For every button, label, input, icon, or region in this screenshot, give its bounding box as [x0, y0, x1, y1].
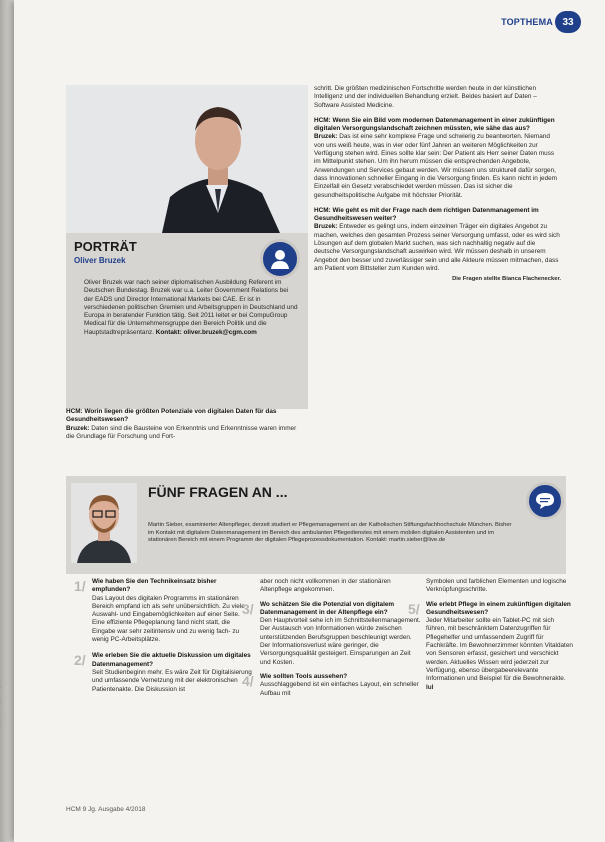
question-number: 3/ — [242, 600, 254, 617]
question-number: 2/ — [74, 652, 86, 669]
right-answer-3-text: Entweder es gelingt uns, indem einzelnen Träger ein digitales Angebot zu machen, welches den gesamten Prozess seiner Versorgung umfasst, oder es wird sich Lösungen auf dem globalen Markt suchen, was sich nachhaltig negativ auf die deutsche Versorgungslandschaft auswirken wird. Wir müssen deshalb in unserem Angebot den besser und zuverlässiger sein und alle Akteure müssen mitmachen, dass am Patient vom Bittsteller zum Kunden wird. — [314, 223, 560, 272]
person-icon-glyph — [269, 248, 291, 270]
question-block-2 — [74, 652, 254, 693]
question-block-1 — [74, 578, 254, 644]
portrait-contact: Kontakt: oliver.bruzek@cgm.com — [155, 328, 257, 336]
photo-credit — [0, 669, 1, 740]
page-footer: HCM 9 Jg. Ausgabe 4/2018 — [66, 806, 146, 813]
five-questions-heading: FÜNF FRAGEN AN ... — [148, 484, 288, 500]
right-question-3: HCM: Wie geht es mit der Frage nach dem richtigen Datenmanagement im Gesundheitswesen weiter? — [314, 206, 539, 223]
portrait-bio — [84, 279, 298, 337]
questions-column-2 — [242, 578, 422, 703]
question-block-5 — [408, 600, 574, 692]
answer-text: Ausschlaggebend ist ein einfaches Layout, ein schneller Aufbau mit — [260, 681, 419, 697]
five-questions-box — [66, 476, 566, 574]
question-number: 5/ — [408, 600, 420, 617]
answer-text-body: Jeder Mitarbeiter sollte ein Tablet-PC mit sich führen, mit beschränktem Datenzugriffen für Pflegehelfer und umfassendem Zugriff für Fachkräfte. Im Bewohnerzimmer könnten Vitaldaten von Sensoren erfasst, gesichert und verschickt werden. Aktuelles Wissen wird jederzeit zur Verfügung, ebenso übergabeerelevante Informationen und Beispiel für die Bewohnerakte. — [426, 617, 573, 683]
question-text: Wie haben Sie den Technikeinsatz bisher empfunden? — [92, 578, 217, 594]
answer-text: Seit Studienbeginn mehr. Es wäre Zeit für Digitalisierung und umfassende Vernetzung mit der elektronischen Patientenakte. Die Diskussion ist — [92, 668, 252, 693]
answer-text: Das Layout des digitalen Programms im stationären Bereich empfand ich als sehr unübersichtlich. Zu viele Auswahl- und Eingabemöglichkeiten auf einer Seite. Eine effiziente Pflegeplanung fand nicht statt, die Eingabe war sehr zeitintensiv und zu wenig fach- zu wenig PC-Arbeitsplätze. — [92, 594, 245, 644]
portrait-bio-text: Oliver Bruzek war nach seiner diplomatischen Ausbildung Referent im Deutschen Bundestag. Bruzek war u.a. Leiter Government Relations bei der EADS und Director International Markets bei CAE. Er ist in verschiedenen politischen Gremien und Arbeitsgruppen in Deutschland und Europa in beratender Funktion tätig. Seit 2011 leitet er bei CompuGroup Medical für die Unternehmensgruppe den Bereich Politik und die Hauptstadtrepräsentanz. — [84, 279, 298, 336]
portrait-heading: PORTRÄT — [74, 239, 137, 254]
question-text: Wie erleben Sie die aktuelle Diskussion um digitales Datenmanagement? — [92, 652, 251, 668]
right-answer-3-lead: Bruzek: — [314, 223, 338, 231]
right-question-2: HCM: Wenn Sie ein Bild vom modernen Datenmanagement in einer zukünftigen digitalen Versorgungslandschaft zeichnen müssten, wie sähe das aus? — [314, 116, 555, 133]
speech-bubble-glyph — [534, 491, 556, 511]
portrait-photo — [66, 85, 308, 233]
left-answer — [66, 425, 306, 442]
question-number: 1/ — [74, 578, 86, 594]
right-answer-2 — [314, 133, 561, 199]
speech-bubble-icon — [526, 482, 564, 520]
answer-continuation — [426, 578, 574, 595]
interviewee-photo-illustration — [71, 483, 137, 563]
portrait-photo-illustration — [66, 85, 308, 233]
answer-continuation — [260, 578, 422, 595]
right-answer-2-lead: Bruzek: — [314, 133, 338, 141]
person-icon — [260, 239, 300, 279]
right-column — [314, 85, 561, 284]
question-block-3 — [242, 600, 422, 667]
answer-text: aber noch nicht vollkommen in der stationären Altenpflege angekommen. — [260, 578, 391, 594]
magazine-page — [14, 0, 605, 842]
right-paragraph-1: schritt. Die größten medizinischen Fortschritte werden heute in der künstlichen Intelligenz und der individuellen Behandlung erzielt. Beides basiert auf Daten – Software Assisted Medicine. — [314, 85, 537, 109]
left-answer-lead: Bruzek: — [66, 425, 90, 432]
five-questions-intro: Martin Sieber, examinierter Altenpfleger, derzeit studiert er Pflegemanagement an der Katholischen Stiftungsfachhochschule München. Bisher im Kontakt mit digitalem Datenmanagement im Bereich des ambulanten Pflegedienstes mit einem mobilen digitalen Assistenten und im stationären Bereich mit einem Programm der digitalen Pflegeprozessdokumentation. Kontakt: martin.sieber@live.de — [148, 522, 512, 544]
interview-credit: Die Fragen stellte Bianca Flachenecker. — [452, 276, 561, 283]
interviewee-photo — [71, 483, 137, 563]
portrait-name: Oliver Bruzek — [74, 256, 126, 265]
answer-text — [426, 617, 574, 692]
page-number-badge: 33 — [555, 11, 581, 33]
right-answer-3 — [314, 223, 561, 273]
end-mark: lul — [426, 683, 434, 691]
questions-column-3 — [408, 578, 574, 697]
question-text: Wie erlebt Pflege in einem zukünftigen digitalen Gesundheitswesen? — [426, 600, 571, 616]
question-text: Wie sollten Tools aussehen? — [260, 672, 348, 680]
question-text: Wo schätzen Sie die Potenzial von digitalem Datenmanagement in der Altenpflege ein? — [260, 600, 395, 616]
left-answer-text: Daten sind die Bausteine von Erkenntnis und Erkenntnisse waren immer die Grundlage für Forschung und Fort- — [66, 425, 297, 441]
answer-text: Symbolen und farblichen Elementen und logische Verknüpfungsschritte. — [426, 578, 567, 594]
question-number: 4/ — [242, 672, 254, 689]
section-label: TOPTHEMA — [501, 17, 553, 27]
question-block-4 — [242, 672, 422, 698]
right-answer-2-text: Das ist eine sehr komplexe Frage und schwierig zu beantworten. Niemand von uns weiß heute, was in vier oder fünf Jahren an weiteren Möglichkeiten zur Verfügung stehen wird. Eines sollte klar sein: Der Patient als Herr seiner Daten muss im Mittelpunkt stehen. Um ihn herum müssen die entsprechenden Angebote, Anwendungen und Services gebaut werden. Wir müssen uns strukturell dafür sorgen, dass Innovationen schneller Eingang in die Versorgung finden. Es kann nicht in jedem Einzelfall ein Gesetz verabschiedet werden müssen. Das ist sicher die gesundheitspolitische Aufgabe mit höchster Priorität. — [314, 133, 558, 199]
answer-text: Den Hauptvorteil sehe ich im Schnittstellenmanagement. Der Austausch von Informationen würde zwischen unterstützenden Berufsgruppen beschleunigt werden. Der Informationsverlust wäre geringer, die Versorgungsqualität gesteigert. Einsparungen an Zeit und Kosten. — [260, 617, 421, 666]
questions-column-1 — [74, 578, 254, 699]
left-question: HCM: Worin liegen die größten Potenziale von digitalen Daten für das Gesundheitswesen? — [66, 408, 277, 424]
binding-gutter — [0, 0, 14, 842]
